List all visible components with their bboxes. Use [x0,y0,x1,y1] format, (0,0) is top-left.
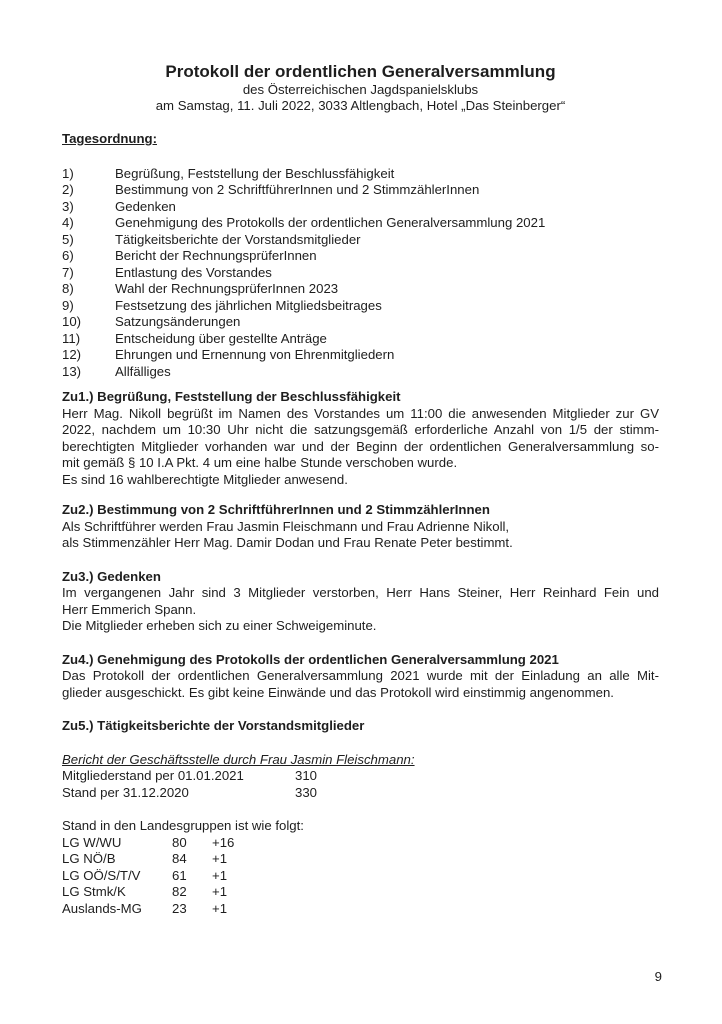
section-zu4 [62,652,659,702]
doc-subtitle-date-location: am Samstag, 11. Juli 2022, 3033 Altlengbach, Hotel „Das Steinberger“ [155,97,566,113]
text-line: Herr Mag. Nikoll begrüßt im Namen des Vorstandes um 11:00 die anwesenden Mitglieder zur GV [62,405,659,421]
section-heading: Zu4.) Genehmigung des Protokolls der ordentlichen Generalversammlung 2021 [62,651,559,667]
group-label: LG NÖ/B [62,851,116,866]
text-line: mit gemäß § 10 I.A Pkt. 4 um eine halbe Stunde verschoben wurde. [62,455,458,470]
text-line: als Stimmenzähler Herr Mag. Damir Dodan und Frau Renate Peter bestimmt. [62,535,513,550]
agenda-item-number: 3) [62,198,74,214]
agenda-item-number: 7) [62,264,74,280]
text-line: Als Schriftführer werden Frau Jasmin Fleischmann und Frau Adrienne Nikoll, [62,518,510,534]
agenda-item-number: 2) [62,182,74,197]
stat-value: 330 [295,784,318,800]
agenda-heading: Tagesordnung: [62,131,157,146]
agenda-item-text: Tätigkeitsberichte der Vorstandsmitglieder [115,231,361,247]
agenda-item [62,364,659,381]
agenda-item-number: 6) [62,248,74,263]
agenda-item [62,298,659,315]
group-count: 84 [172,851,187,866]
section-zu1 [62,389,659,488]
report-heading: Bericht der Geschäftsstelle durch Frau Jasmin Fleischmann: [62,751,415,767]
agenda-list [62,166,659,381]
agenda-item-text: Bestimmung von 2 SchriftführerInnen und 2 StimmzählerInnen [115,182,480,197]
agenda-item-text: Wahl der RechnungsprüferInnen 2023 [115,281,339,296]
section-heading: Zu1.) Begrüßung, Feststellung der Beschlussfähigkeit [62,389,401,404]
agenda-item [62,182,659,199]
stat-row [62,785,659,802]
section-zu2 [62,502,659,552]
agenda-item-text: Gedenken [115,198,176,214]
agenda-item-text: Bericht der RechnungsprüferInnen [115,248,317,263]
group-count: 82 [172,884,187,899]
group-label: LG OÖ/S/T/V [62,867,141,883]
group-row [62,868,659,885]
agenda-item-number: 13) [62,363,82,379]
stat-label: Mitgliederstand per 01.01.2021 [62,768,244,783]
doc-title: Protokoll der ordentlichen Generalversammlung [165,62,556,81]
agenda-item-number: 10) [62,314,82,329]
agenda-item [62,166,659,183]
agenda-item-text: Entlastung des Vorstandes [115,264,272,280]
agenda-item [62,215,659,232]
text-line: Herr Emmerich Spann. [62,601,197,617]
section-heading: Zu2.) Bestimmung von 2 SchriftführerInnen und 2 StimmzählerInnen [62,502,490,517]
section-heading: Zu5.) Tätigkeitsberichte der Vorstandsmitglieder [62,718,365,733]
group-delta: +16 [212,834,235,850]
agenda-item [62,265,659,282]
agenda-item-number: 4) [62,215,74,230]
agenda-item [62,199,659,216]
agenda-item-text: Entscheidung über gestellte Anträge [115,330,327,346]
agenda-item-number: 12) [62,347,82,362]
text-line: Im vergangenen Jahr sind 3 Mitglieder verstorben, Herr Hans Steiner, Herr Reinhard Fein und [62,585,659,600]
report-geschaeftsstelle [62,752,659,918]
stat-value: 310 [295,768,318,783]
agenda-item-number: 5) [62,231,74,247]
group-label: LG Stmk/K [62,884,126,899]
group-count: 80 [172,834,187,850]
doc-subtitle-club: des Österreichischen Jagdspanielsklubs [242,82,479,97]
text-line: berechtigten Mitglieder vorhanden war und der Beginn der ordentlichen Generalversammlung so- [62,438,659,454]
agenda-item-text: Satzungsänderungen [115,314,241,329]
group-row [62,835,659,852]
agenda-item-text: Ehrungen und Ernennung von Ehrenmitgliedern [115,347,395,362]
group-row [62,901,659,918]
agenda-item [62,281,659,298]
agenda-item [62,248,659,265]
page-number: 9 [654,969,662,984]
group-row [62,851,659,868]
text-line: glieder ausgeschickt. Es gibt keine Einwände und das Protokoll wird einstimmig angenommen. [62,684,614,700]
section-zu5 [62,718,659,735]
agenda-item [62,331,659,348]
group-label: LG W/WU [62,834,122,850]
agenda-item-text: Festsetzung des jährlichen Mitgliedsbeitrages [115,297,382,313]
group-delta: +1 [212,867,228,883]
stat-row [62,768,659,785]
text-line: Das Protokoll der ordentlichen Generalversammlung 2021 wurde mit der Einladung an alle Mit- [62,668,659,683]
agenda-item-number: 11) [62,330,81,346]
agenda-item [62,314,659,331]
group-delta: +1 [212,851,228,866]
agenda-item-number: 9) [62,297,74,313]
group-row [62,884,659,901]
section-zu3 [62,569,659,635]
stat-label: Stand per 31.12.2020 [62,784,189,800]
group-delta: +1 [212,884,228,899]
text-line: Die Mitglieder erheben sich zu einer Schweigeminute. [62,618,377,633]
agenda-item [62,347,659,364]
text-line: Es sind 16 wahlberechtigte Mitglieder anwesend. [62,471,348,487]
group-count: 23 [172,900,187,916]
agenda-item-number: 1) [62,165,74,181]
groups-intro: Stand in den Landesgruppen ist wie folgt: [62,818,304,833]
agenda-item-text: Begrüßung, Feststellung der Beschlussfähigkeit [115,165,395,181]
text-line: 2022, nachdem um 10:30 Uhr nicht die satzungsgemäß erforderliche Anzahl von 1/5 der stimm- [62,422,659,437]
agenda-item [62,232,659,249]
group-label: Auslands-MG [62,900,142,916]
group-count: 61 [172,867,187,883]
agenda-item-text: Genehmigung des Protokolls der ordentlichen Generalversammlung 2021 [115,215,546,230]
section-heading: Zu3.) Gedenken [62,568,161,584]
agenda-item-text: Allfälliges [115,363,171,379]
group-delta: +1 [212,900,228,916]
agenda-item-number: 8) [62,281,74,296]
